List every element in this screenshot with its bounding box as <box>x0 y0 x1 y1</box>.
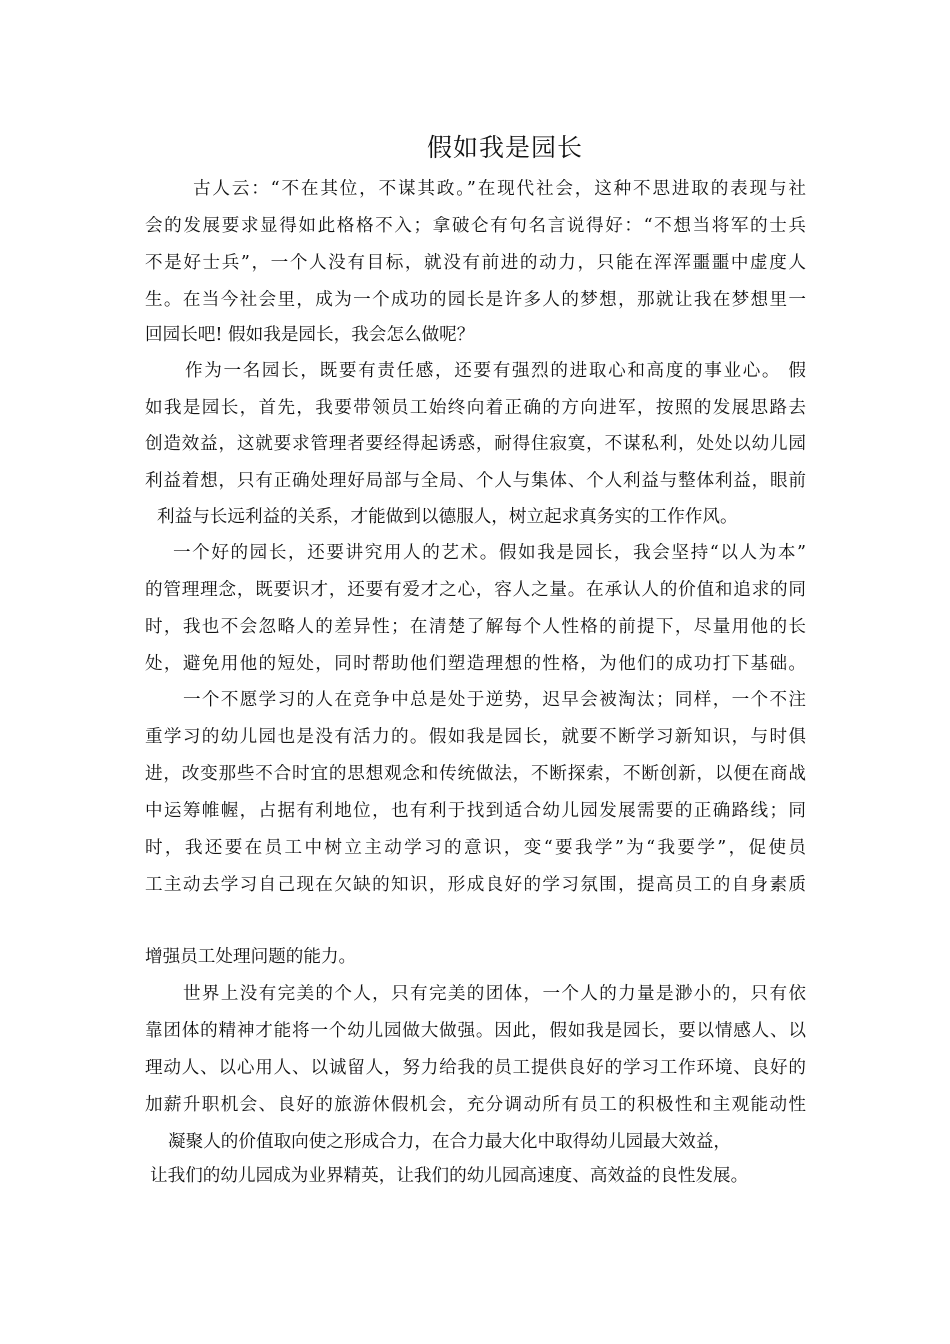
text-line: 一个好的园长，还要讲究用人的艺术。假如我是园长，我会坚持“以人为本” <box>173 543 806 563</box>
text-line: 一个不愿学习的人在竞争中总是处于逆势，迟早会被淘汰；同样，一个不注 <box>183 690 806 710</box>
text-line: 增强员工处理问题的能力。 <box>145 947 357 967</box>
text-line: 古人云：“不在其位，不谋其政。”在现代社会，这种不思进取的表现与社 <box>193 179 806 199</box>
text-line: 靠团体的精神才能将一个幼儿园做大做强。因此，假如我是园长，要以情感人、以 <box>145 1021 806 1041</box>
text-line: 凝聚人的价值取向使之形成合力，在合力最大化中取得幼儿园最大效益， <box>168 1132 732 1152</box>
text-line: 利益与长远利益的关系，才能做到以德服人，树立起求真务实的工作作风。 <box>157 507 738 527</box>
text-line: 加薪升职机会、良好的旅游休假机会，充分调动所有员工的积极性和主观能动性 <box>145 1095 806 1115</box>
text-line: 的管理理念，既要识才，还要有爱才之心，容人之量。在承认人的价值和追求的同 <box>145 580 806 600</box>
text-line: 回园长吧! 假如我是园长，我会怎么做呢？ <box>145 325 475 345</box>
text-line: 处，避免用他的短处，同时帮助他们塑造理想的性格，为他们的成功打下基础。 <box>145 654 806 674</box>
text-line: 会的发展要求显得如此格格不入；拿破仑有句名言说得好：“不想当将军的士兵 <box>145 216 806 236</box>
text-line: 不是好士兵”，一个人没有目标，就没有前进的动力，只能在浑浑噩噩中虚度人 <box>145 253 806 273</box>
text-line: 作为一名园长，既要有责任感，还要有强烈的进取心和高度的事业心。 假 <box>185 361 806 381</box>
text-line: 时，我也不会忽略人的差异性；在清楚了解每个人性格的前提下，尽量用他的长 <box>145 617 806 637</box>
text-line: 重学习的幼儿园也是没有活力的。假如我是园长，就要不断学习新知识，与时俱 <box>145 727 806 747</box>
text-line: 世界上没有完美的个人，只有完美的团体，一个人的力量是渺小的，只有依 <box>183 984 806 1004</box>
document-title: 假如我是园长 <box>426 133 583 162</box>
text-line: 中运筹帷幄，占据有利地位，也有利于找到适合幼儿园发展需要的正确路线；同 <box>145 801 806 821</box>
text-line: 如我是园长，首先，我要带领员工始终向着正确的方向进军，按照的发展思路去 <box>145 398 806 418</box>
text-line: 理动人、以心用人、以诚留人，努力给我的员工提供良好的学习工作环境、良好的 <box>145 1058 806 1078</box>
text-line: 时，我还要在员工中树立主动学习的意识，变“要我学”为“我要学”，促使员 <box>145 838 806 858</box>
text-line: 生。在当今社会里，成为一个成功的园长是许多人的梦想，那就让我在梦想里一 <box>145 290 806 310</box>
text-line: 进，改变那些不合时宜的思想观念和传统做法，不断探索，不断创新，以便在商战 <box>145 764 806 784</box>
text-line: 让我们的幼儿园成为业界精英，让我们的幼儿园高速度、高效益的良性发展。 <box>150 1166 749 1186</box>
text-line: 创造效益，这就要求管理者要经得起诱惑，耐得住寂寞，不谋私利，处处以幼儿园 <box>145 434 806 454</box>
text-line: 利益着想，只有正确处理好局部与全局、个人与集体、个人利益与整体利益，眼前 <box>145 471 806 491</box>
text-line: 工主动去学习自己现在欠缺的知识，形成良好的学习氛围，提高员工的自身素质 <box>145 875 806 895</box>
